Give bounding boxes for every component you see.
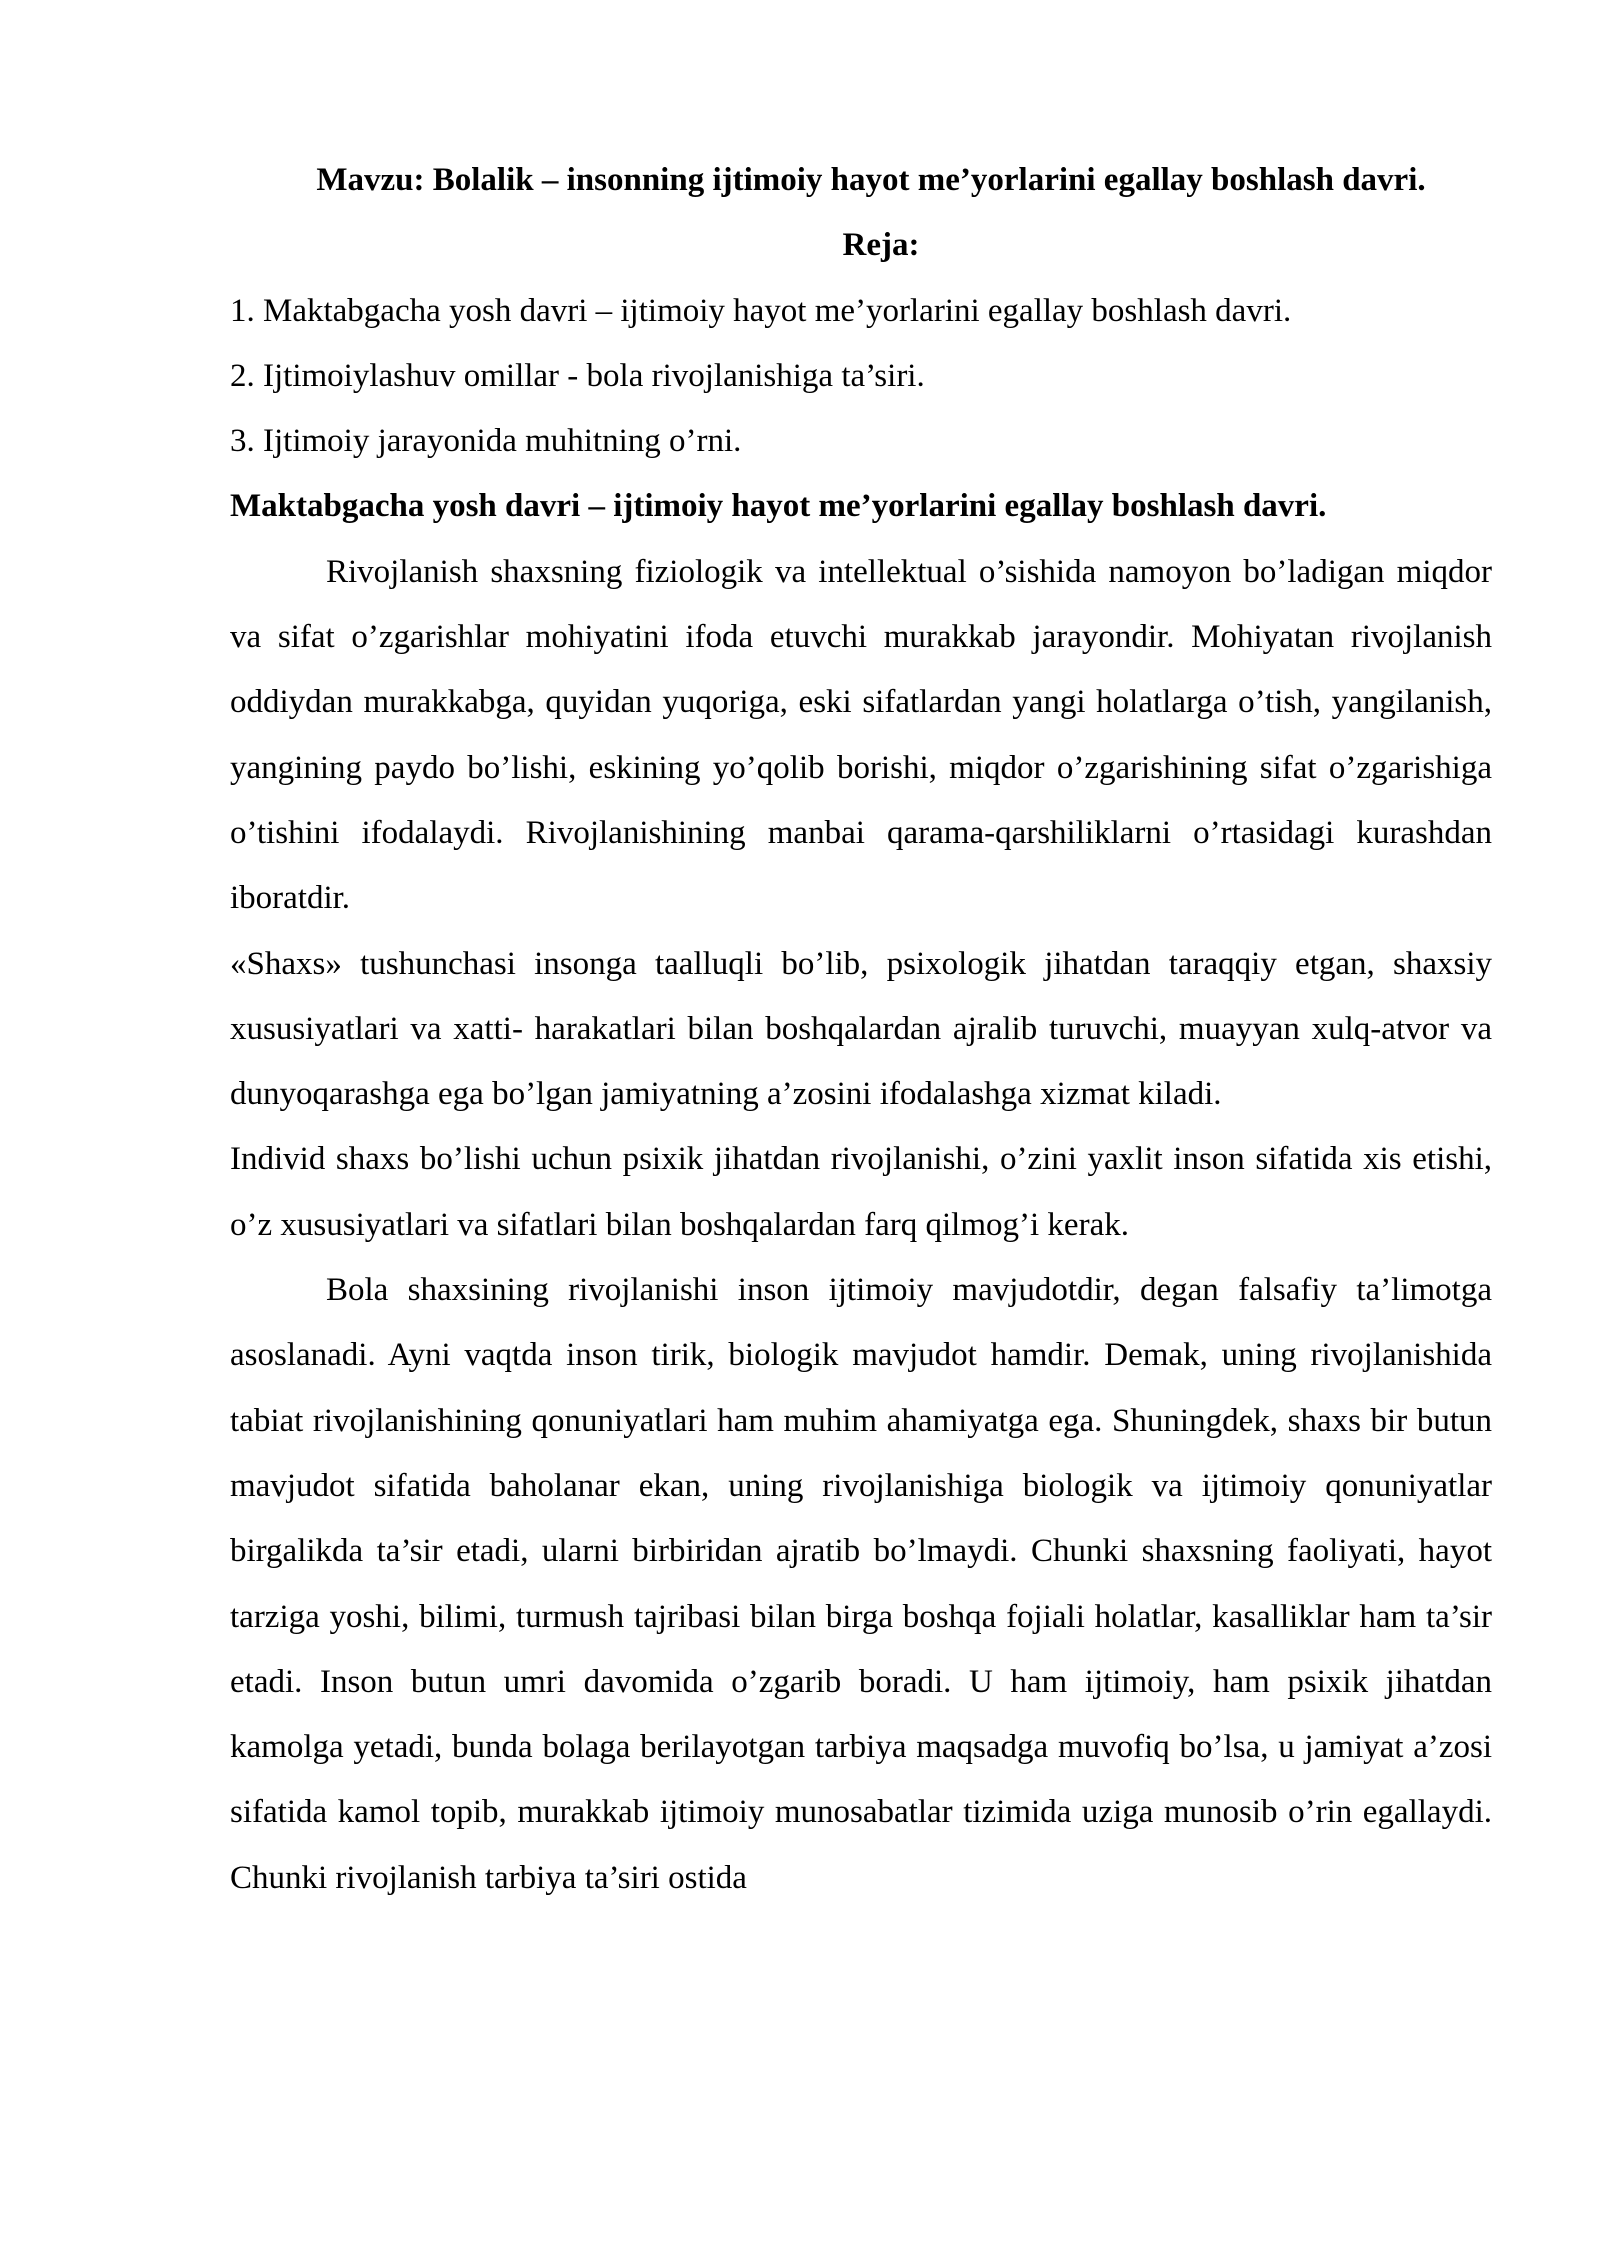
document-page [230,148,1492,1911]
body-paragraph: Individ shaxs bo’lishi uchun psixik jihatdan rivojlanishi, o’zini yaxlit inson sifatida xis etishi, o’z xususiyatlari va sifatlari bilan boshqalardan farq qilmog’i kerak. [230,1141,1492,1243]
plan-item: 2. Ijtimoiylashuv omillar - bola rivojlanishiga ta’siri. [230,357,925,394]
plan-item: 1. Maktabgacha yosh davri – ijtimoiy hayot me’yorlarini egallay boshlash davri. [230,292,1292,329]
section-heading: Maktabgacha yosh davri – ijtimoiy hayot me’yorlarini egallay boshlash davri. [230,488,1327,525]
body-paragraph: Rivojlanish shaxsning fiziologik va intellektual o’sishida namoyon bo’ladigan miqdor va sifat o’zgarishlar mohiyatini ifoda etuvchi murakkab jarayondir. Mohiyatan rivojlanish oddiydan murakkabga, quyidan yuqoriga, eski sifatlardan yangi holatlarga o’tish, yangilanish, yangining paydo bo’lishi, eskining yo’qolib borishi, miqdor o’zgarishining sifat o’zgarishiga o’tishini ifodalaydi. Rivojlanishining manbai qarama-qarshiliklarni o’rtasidagi kurashdan iboratdir. [230,553,1492,917]
body-paragraph: Bola shaxsining rivojlanishi inson ijtimoiy mavjudotdir, degan falsafiy ta’limotga asoslanadi. Ayni vaqtda inson tirik, biologik mavjudot hamdir. Demak, uning rivojlanishida tabiat rivojlanishining qonuniyatlari ham muhim ahamiyatga ega. Shuningdek, shaxs bir butun mavjudot sifatida baholanar ekan, uning rivojlanishiga biologik va ijtimoiy qonuniyatlar birgalikda ta’sir etadi, ularni birbiridan ajratib bo’lmaydi. Chunki shaxsning faoliyati, hayot tarziga yoshi, bilimi, turmush tajribasi bilan birga boshqa fojiali holatlar, kasalliklar ham ta’sir etadi. Inson butun umri davomida o’zgarib boradi. U ham ijtimoiy, ham psixik jihatdan kamolga yetadi, bunda bolaga berilayotgan tarbiya maqsadga muvofiq bo’lsa, u jamiyat a’zosi sifatida kamol topib, murakkab ijtimoiy munosabatlar tizimida uziga munosib o’rin egallaydi. Chunki rivojlanish tarbiya ta’siri ostida [230,1272,1492,1896]
plan-item: 3. Ijtimoiy jarayonida muhitning o’rni. [230,423,742,460]
plan-heading: Reja: [842,227,920,264]
body-paragraph: «Shaxs» tushunchasi insonga taalluqli bo’lib, psixologik jihatdan taraqqiy etgan, shaxsiy xususiyatlari va xatti- harakatlari bilan boshqalardan ajralib turuvchi, muayyan xulq-atvor va dunyoqarashga ega bo’lgan jamiyatning a’zosini ifodalashga xizmat kiladi. [230,945,1492,1113]
document-title: Mavzu: Bolalik – insonning ijtimoiy hayot me’yorlarini egallay boshlash davri. [316,162,1426,198]
